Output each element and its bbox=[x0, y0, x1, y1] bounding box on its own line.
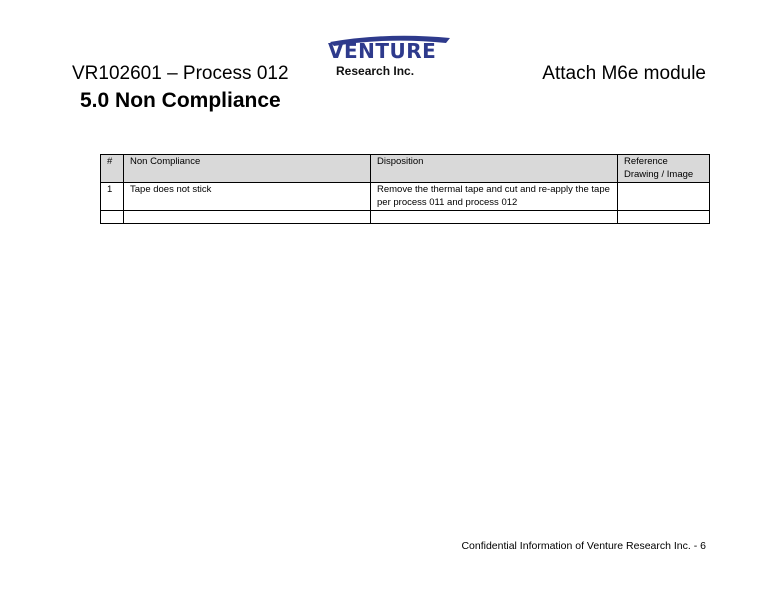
cell-disposition: Remove the thermal tape and cut and re-apply the tape per process 011 and process 012 bbox=[371, 183, 618, 211]
table-row bbox=[101, 211, 710, 224]
non-compliance-table bbox=[100, 154, 710, 224]
cell-reference bbox=[618, 211, 710, 224]
module-title: Attach M6e module bbox=[542, 63, 706, 84]
cell-number: 1 bbox=[101, 183, 124, 211]
cell-non-compliance bbox=[124, 211, 371, 224]
header-reference: Reference Drawing / Image bbox=[618, 155, 710, 183]
venture-logo bbox=[328, 34, 448, 80]
cell-reference bbox=[618, 183, 710, 211]
logo-sub-text: Research Inc. bbox=[336, 64, 415, 78]
document-id: VR102601 – Process 012 bbox=[72, 63, 289, 84]
table-header-row bbox=[101, 155, 710, 183]
cell-non-compliance: Tape does not stick bbox=[124, 183, 371, 211]
logo-main-text: VENTURE bbox=[328, 39, 437, 63]
header-number: # bbox=[101, 155, 124, 183]
table-row bbox=[101, 183, 710, 211]
cell-disposition bbox=[371, 211, 618, 224]
header-non-compliance: Non Compliance bbox=[124, 155, 371, 183]
section-title: 5.0 Non Compliance bbox=[80, 89, 281, 112]
cell-number bbox=[101, 211, 124, 224]
header-disposition: Disposition bbox=[371, 155, 618, 183]
footer-text: Confidential Information of Venture Research Inc. - 6 bbox=[461, 540, 706, 552]
